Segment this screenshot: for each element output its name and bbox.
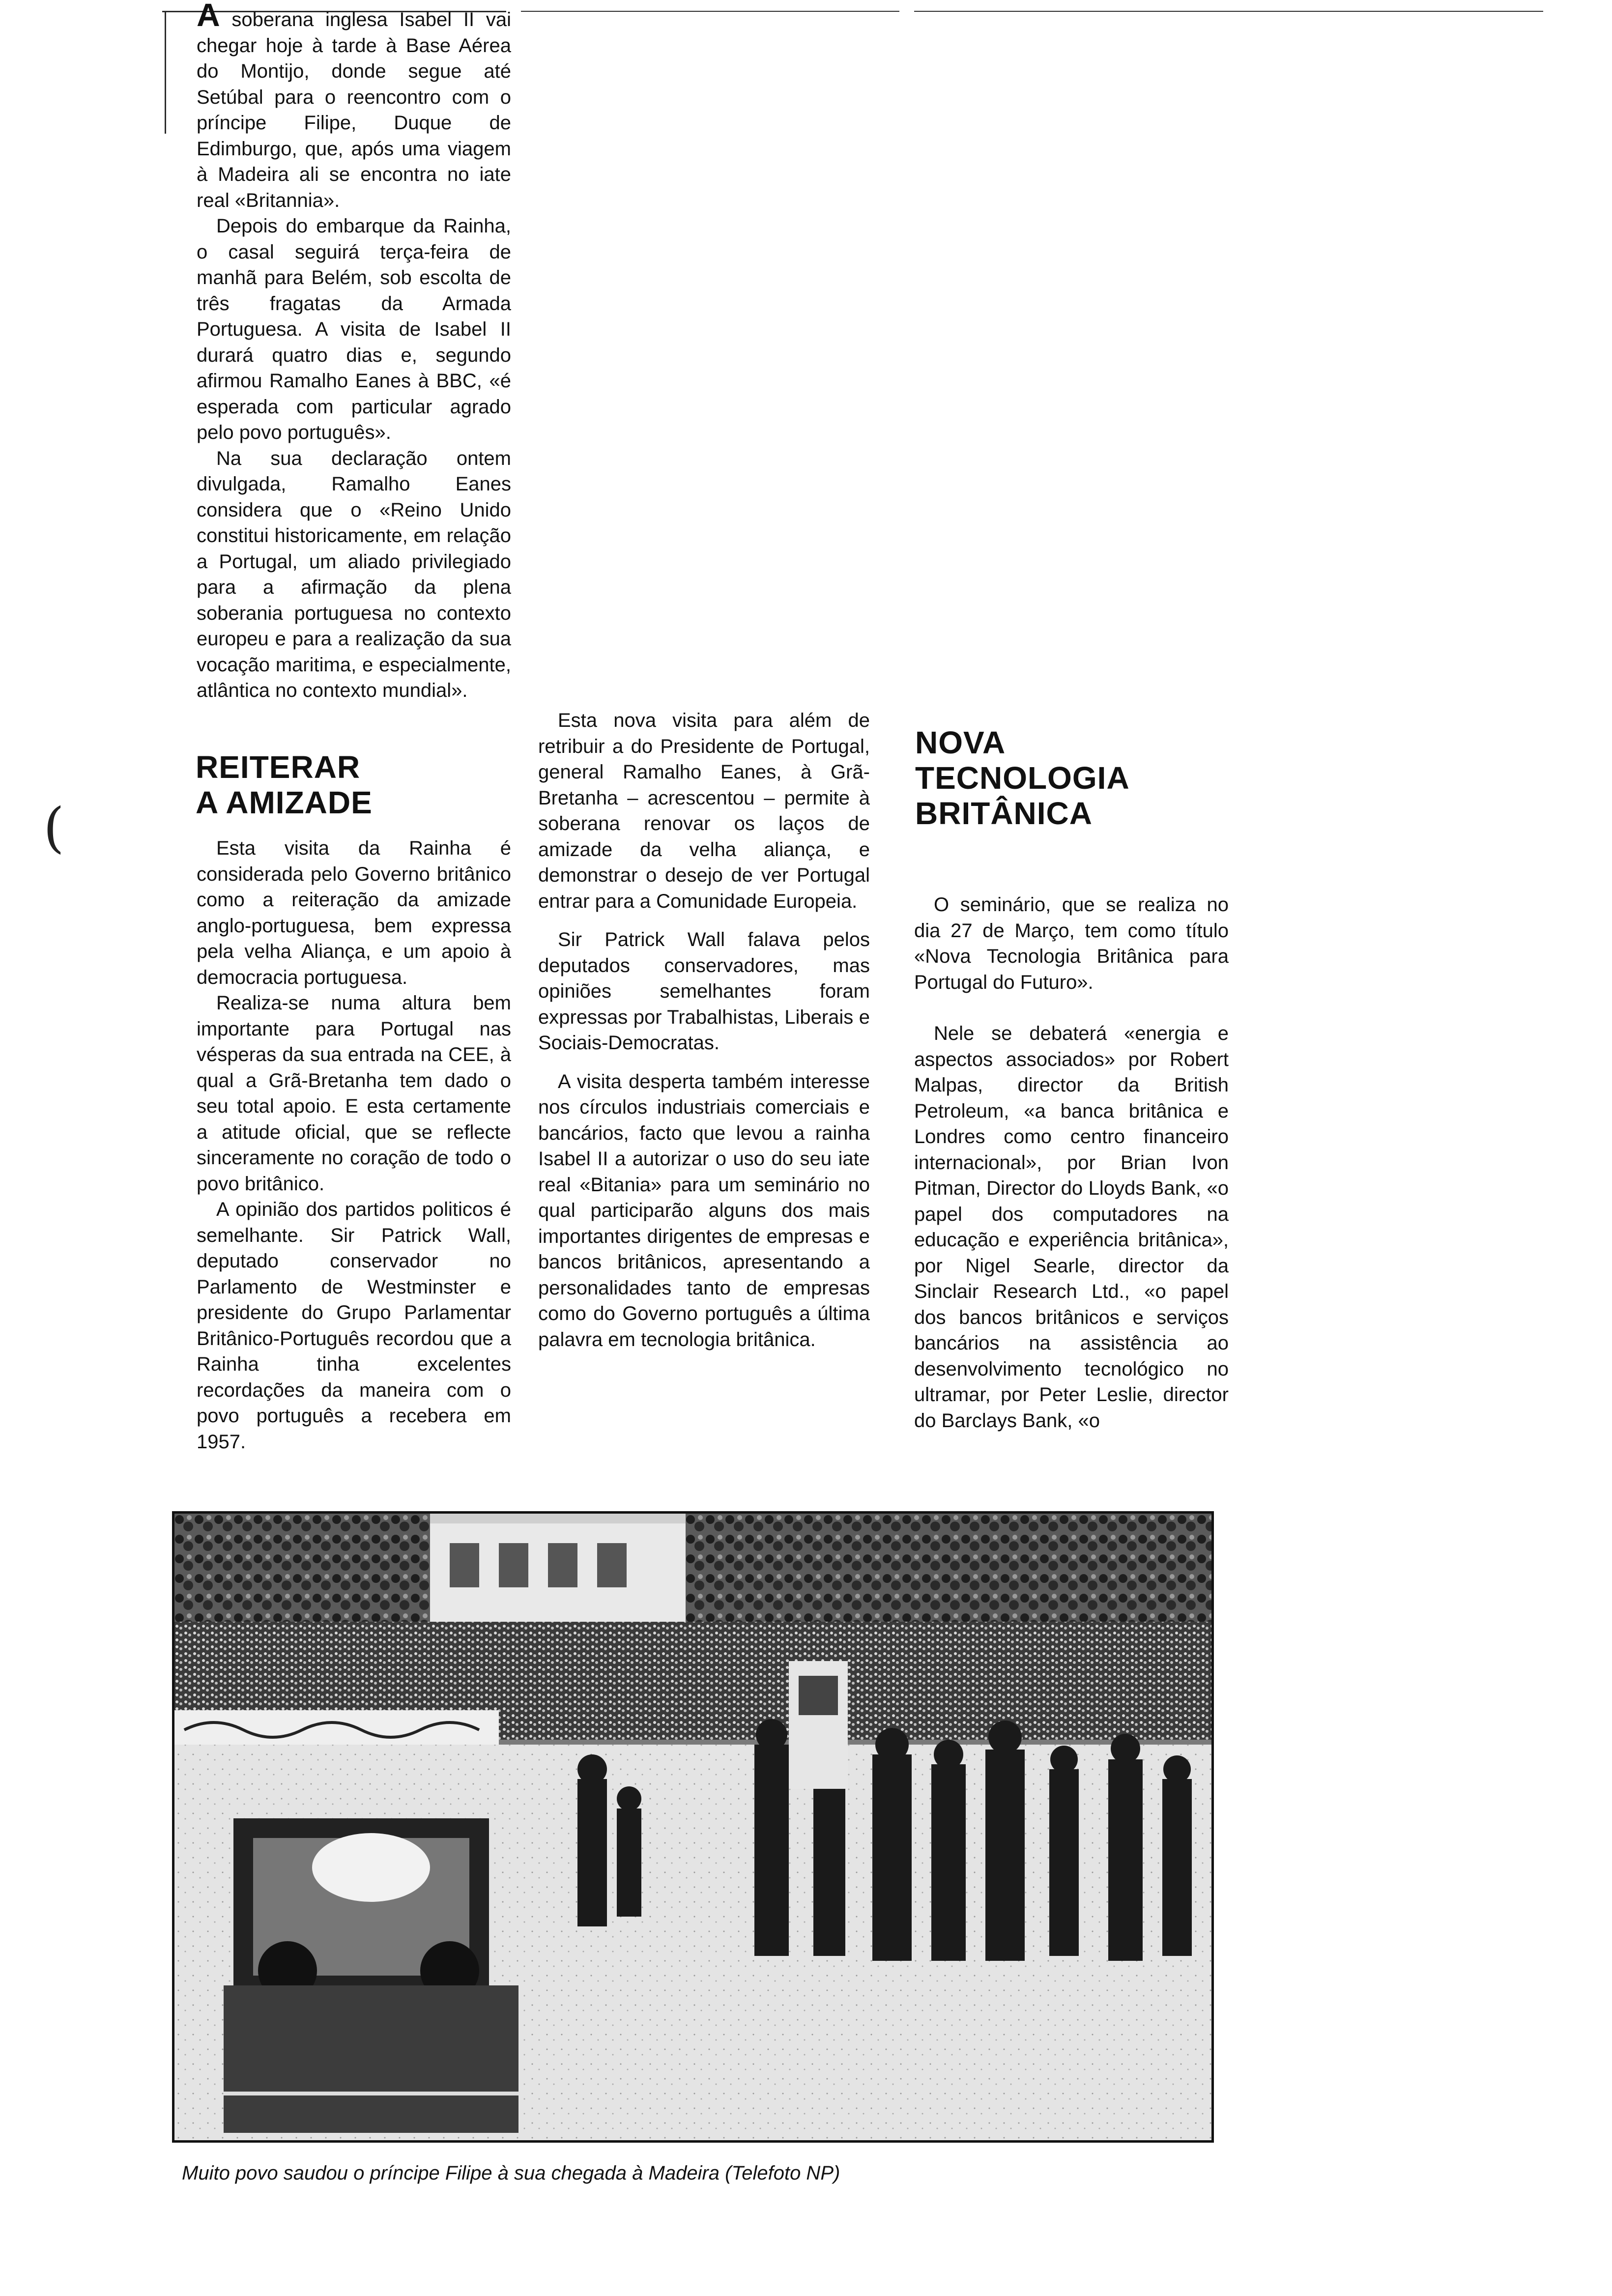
photo-illustration [174, 1514, 1211, 2140]
lead-paragraph: A soberana inglesa Isabel II vai chegar hoje à tarde à Base Aérea do Montijo, donde segue até Setúbal para o reencontro com o príncipe Filipe, Duque de Edimburgo, que, após uma viagem à Madeira ali se encontra no iate real «Britannia». [197, 5, 511, 213]
drop-cap: A [197, 0, 220, 33]
article-column-1 [197, 0, 511, 704]
article-column-1-continued [197, 835, 511, 1455]
news-photo-crowd-madeira [172, 1511, 1214, 2143]
subheading-nova-tecnologia: NOVA TECNOLOGIA BRITÂNICA [915, 725, 1130, 831]
paragraph: Depois do embarque da Rainha, o casal seguirá terça-feira de manhã para Belém, sob escolta de três fragatas da Armada Portuguesa. A visita de Isabel II durará quatro dias e, segundo afirmou Ramalho Eanes à BBC, «é esperada com particular agrado pelo povo português». [197, 215, 511, 443]
paragraph: Sir Patrick Wall falava pelos deputados conservadores, mas opiniões semelhantes foram expressas por Trabalhistas, Liberais e Sociais-Democratas. [538, 929, 870, 1054]
article-column-2 [538, 708, 870, 1352]
top-rule-right [914, 11, 1543, 12]
article-column-3 [914, 892, 1229, 1434]
paragraph: O seminário, que se realiza no dia 27 de Março, tem como título «Nova Tecnologia Britânica para Portugal do Futuro». [914, 894, 1229, 993]
photo-caption: Muito povo saudou o príncipe Filipe à sua chegada à Madeira (Telefoto NP) [182, 2162, 840, 2184]
clipping-edge-line [165, 11, 166, 134]
paragraph: A opinião dos partidos politicos é semelhante. Sir Patrick Wall, deputado conservador no Parlamento de Westminster e presidente do Grupo Parlamentar Britânico-Português recordou que a Rainha tinha excelentes recordações da maneira com o povo português a recebera em 1957. [197, 1199, 511, 1453]
subheading-reiterar-amizade: REITERAR A AMIZADE [196, 749, 373, 820]
paragraph: Esta nova visita para além de retribuir a do Presidente de Portugal, general Ramalho Eanes, à Grã-Bretanha – acrescentou – permite à soberana renovar os laços de amizade da velha aliança, e demonstrar o desejo de ver Portugal entrar para a Comunidade Europeia. [538, 710, 870, 912]
paragraph: A visita desperta também interesse nos círculos industriais comerciais e bancários, facto que levou a rainha Isabel II a autorizar o uso do seu iate real «Bitania» para um seminário no qual participarão alguns dos mais importantes dirigentes de empresas e bancos britânicos, apresentando a personalidades tanto de empresas como do Governo português a última palavra em tecnologia britânica. [538, 1070, 870, 1350]
top-rule-middle [521, 11, 899, 12]
paragraph: Nele se debaterá «energia e aspectos associados» por Robert Malpas, director da British Petroleum, «a banca britânica e Londres como centro financeiro internacional», por Brian Ivon Pitman, Director do Lloyds Bank, «o papel dos computadores na educação e experiência britânica», por Nigel Searle, director da Sinclair Research Ltd., «o papel dos bancos britânicos e serviços bancários na assistência ao desenvolvimento tecnológico no ultramar, por Peter Leslie, director do Barclays Bank, «o [914, 1023, 1229, 1432]
paragraph: Realiza-se numa altura bem importante para Portugal nas vésperas da sua entrada na CEE, à qual a Grã-Bretanha tem dado o seu total apoio. E esta certamente a atitude oficial, que se reflecte sinceramente no coração de todo o povo britânico. [197, 992, 511, 1195]
paragraph: Na sua declaração ontem divulgada, Ramalho Eanes considera que o «Reino Unido constitui historicamente, em relação a Portugal, um aliado privilegiado para a afirmação da plena soberania portuguesa no contexto europeu e para a realização da sua vocação maritima, e especialmente, atlântica no contexto mundial». [197, 447, 511, 701]
margin-bracket-mark: ( [43, 796, 64, 859]
paragraph: Esta visita da Rainha é considerada pelo Governo britânico como a reiteração da amizade anglo-portuguesa, bem expressa pela velha Aliança, e um apoio à democracia portuguesa. [197, 837, 511, 988]
